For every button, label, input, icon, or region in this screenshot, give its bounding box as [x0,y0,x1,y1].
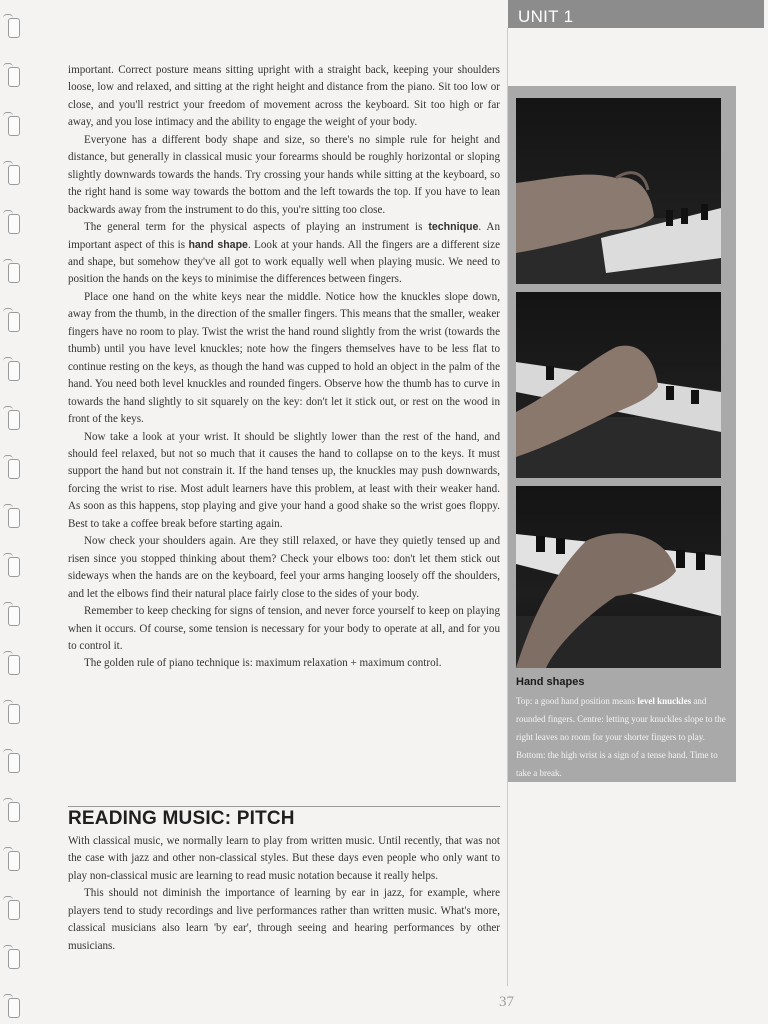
binding-ring [8,214,20,234]
body-paragraph: The general term for the physical aspects of playing an instrument is technique. An important aspect of this is hand shape. Look at your hands. All the fingers are a different size and shape, but somehow they've all got to work equally well when playing music. We need to position the hands on the keys to minimise the differences between fingers. [68,221,500,286]
binding-ring [8,557,20,577]
binding-ring [8,655,20,675]
section-paragraph: With classical music, we normally learn to play from written music. Until recently, that was not the case with jazz and other non-classical styles. But these days even people who only want to play non-classical music are learning to read music notation because it really helps. [68,835,500,882]
page-number: 37 [499,994,514,1010]
binding-ring [8,165,20,185]
photo-hand-level-knuckles [516,98,721,284]
piano-hand-illustration [516,292,721,478]
binding-ring [8,851,20,871]
section-divider [68,806,500,807]
body-paragraph: Remember to keep checking for signs of tension, and never force yourself to keep on playing when it occurs. Of course, some tension is necessary for your body to operate at all, and for you to control it. [68,605,500,652]
caption-title: Hand shapes [516,676,585,688]
main-body-text [68,62,500,673]
caption-text: Top: a good hand position means level knuckles and rounded fingers. Centre: letting your knuckles slope to the right leaves no room for your shorter fingers to play. Bottom: the high wrist is a sign of a tense hand. Time to take a break. [516,696,726,778]
binding-ring [8,900,20,920]
binding-ring [8,312,20,332]
binding-ring [8,18,20,38]
binding-ring [8,508,20,528]
section-body-text [68,833,500,955]
section-heading: READING MUSIC: PITCH [68,808,295,829]
binding-ring [8,704,20,724]
photo-hand-high-wrist [516,486,721,668]
spiral-binding [0,0,30,1024]
body-paragraph: Everyone has a different body shape and size, so there's no simple rule for height and distance, but generally in classical music your forearms should be roughly horizontal or sloping slightly downwards towards the hands. Try crossing your hands while sitting at the keyboard, so the right hand is some way towards the bottom and the left towards the top. If you have to lean backwards away from the instrument to do this, you're sitting too close. [68,133,500,216]
sidebar-panel [508,86,736,782]
binding-ring [8,753,20,773]
body-paragraph: Place one hand on the white keys near the middle. Notice how the knuckles slope down, away from the thumb, in the direction of the smaller fingers. This means that the smaller, weaker fingers have no room to play. Twist the wrist the hand round slightly from the wrist (towards the thumb) until you have level knuckles; note how the fingers themselves have to be less flat to continue resting on the keys, as though the hand was cupped to hold an object in the palm of the hand. You need both level knuckles and rounded fingers. Observe how the thumb has to curve in towards the hand slightly to sit squarely on the key: don't let it stick out, or rest on the wood in front of the keys. [68,290,500,426]
section-paragraph: This should not diminish the importance of learning by ear in jazz, for example, where players tend to study recordings and live performances rather than written music. What's more, classical musicians also learn 'by ear', through seeing and hearing performances by other musicians. [68,887,500,952]
body-paragraph: important. Correct posture means sitting upright with a straight back, keeping your shoulders loose, low and relaxed, and sitting at the right height and distance from the piano. Sit too low or close, and you'll restrict your freedom of movement across the keyboard. Sit too high or far away, and you lose intimacy and the ability to engage the weight of your body. [68,64,500,129]
body-paragraph: The golden rule of piano technique is: maximum relaxation + maximum control. [84,657,442,670]
body-paragraph: Now check your shoulders again. Are they still relaxed, or have they quietly tensed up and risen since you stopped thinking about them? Check your elbows too: don't let them stick out sideways when the hands are on the keyboard, feel your arms hanging loosely off the shoulders, and let the elbows find their natural place fairly close to the sides of your body. [68,535,500,600]
binding-ring [8,949,20,969]
binding-ring [8,606,20,626]
piano-hand-illustration [516,98,721,284]
binding-ring [8,361,20,381]
body-paragraph: Now take a look at your wrist. It should be slightly lower than the rest of the hand, and should feel relaxed, but not so much that it causes the hand to collapse on to the keys. It must support the hand but not constrain it. If the hand tenses up, the knuckles may push downwards, forcing the wrist to rise. Most adult learners have this problem, at least with their weaker hand. As soon as this happens, stop playing and give your hand a good shake so the wrist goes floppy. Best to take a coffee break before starting again. [68,430,500,530]
binding-ring [8,998,20,1018]
binding-ring [8,263,20,283]
binding-ring [8,116,20,136]
photo-hand-sloping-knuckles [516,292,721,478]
binding-ring [8,802,20,822]
binding-ring [8,459,20,479]
piano-hand-illustration [516,486,721,668]
binding-ring [8,410,20,430]
unit-label: UNIT 1 [508,0,764,28]
binding-ring [8,67,20,87]
